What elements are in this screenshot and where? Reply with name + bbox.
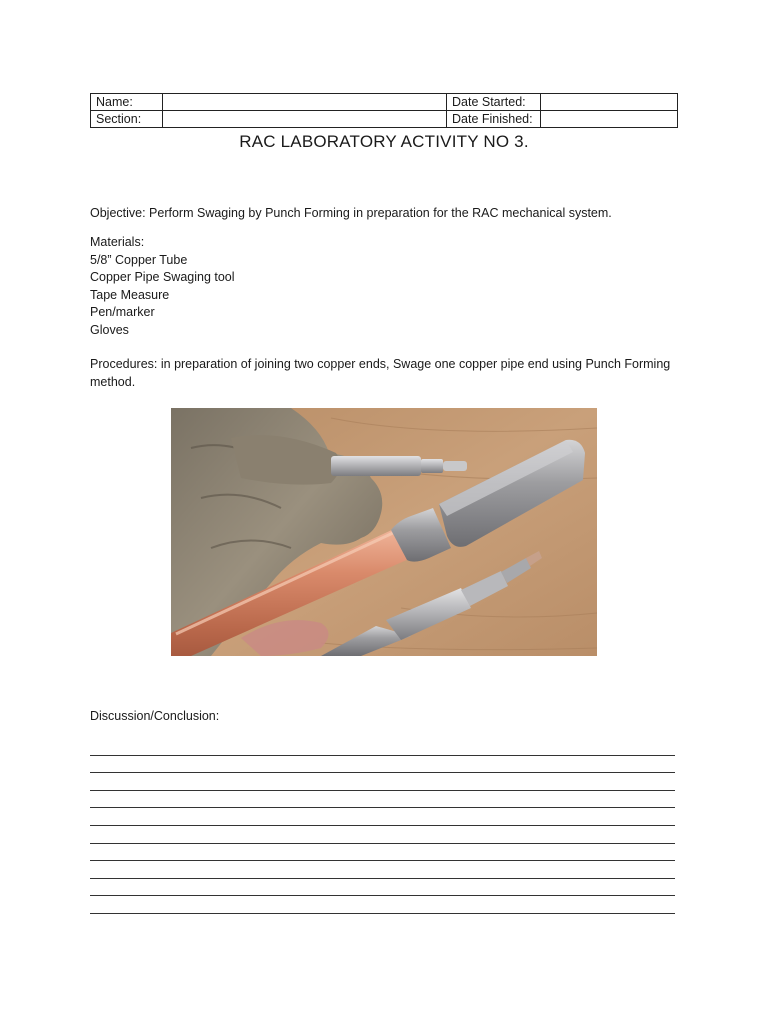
info-row-name: [91, 94, 678, 111]
name-label: Name:: [91, 94, 163, 111]
answer-line[interactable]: [90, 756, 675, 774]
info-row-section: [91, 111, 678, 128]
material-item: Gloves: [90, 322, 129, 337]
material-item: Pen/marker: [90, 305, 155, 319]
page-title: RAC LABORATORY ACTIVITY NO 3.: [239, 132, 529, 151]
answer-line[interactable]: [90, 773, 675, 791]
name-field[interactable]: [163, 94, 447, 111]
answer-line[interactable]: [90, 738, 675, 756]
answer-line[interactable]: [90, 879, 675, 897]
material-item: Copper Pipe Swaging tool: [90, 270, 235, 284]
answer-line[interactable]: [90, 861, 675, 879]
upper-swage-tool: [331, 456, 421, 476]
answer-line[interactable]: [90, 844, 675, 862]
date-finished-label: Date Finished:: [447, 111, 541, 128]
swaging-tool-photo: [171, 408, 597, 656]
answer-line[interactable]: [90, 826, 675, 844]
student-info-table: [90, 93, 678, 128]
material-item: 5/8” Copper Tube: [90, 252, 188, 267]
materials-heading: Materials:: [90, 235, 145, 249]
materials-list: [90, 234, 235, 339]
date-finished-field[interactable]: [541, 111, 678, 128]
answer-line[interactable]: [90, 808, 675, 826]
discussion-heading: Discussion/Conclusion:: [90, 709, 220, 723]
date-started-field[interactable]: [541, 94, 678, 111]
section-label: Section:: [91, 111, 163, 128]
date-started-label: Date Started:: [447, 94, 541, 111]
material-item: Tape Measure: [90, 287, 170, 302]
answer-lines[interactable]: [90, 738, 675, 914]
section-field[interactable]: [163, 111, 447, 128]
answer-line[interactable]: [90, 896, 675, 914]
answer-line[interactable]: [90, 791, 675, 809]
objective-text: Objective: Perform Swaging by Punch Forming in preparation for the RAC mechanical system.: [90, 206, 612, 220]
procedures-text: Procedures: in preparation of joining two copper ends, Swage one copper pipe end using Punch Forming method.: [90, 357, 671, 389]
